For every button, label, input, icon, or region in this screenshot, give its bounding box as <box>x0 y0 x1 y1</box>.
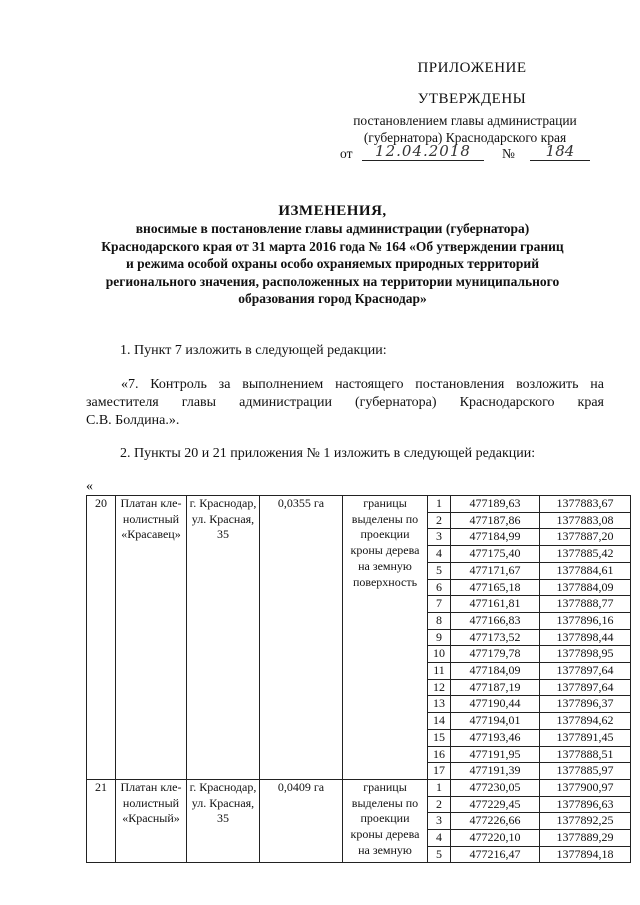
point-index-cell: 8 <box>428 612 451 629</box>
point-index-cell: 5 <box>428 846 451 863</box>
item-2-heading: 2. Пункты 20 и 21 приложения № 1 изложить в следующей редакции: <box>120 446 536 461</box>
object-location-cell-line: г. Краснодар, <box>189 496 257 510</box>
point-y-cell: 1377889,29 <box>540 830 631 847</box>
point-x-cell: 477171,67 <box>451 562 540 579</box>
point-y-cell: 1377897,64 <box>540 663 631 680</box>
handwritten-date: 12.04.2018 <box>362 142 484 161</box>
item-1-text-line: С.В. Болдина.». <box>86 413 180 428</box>
point-index-cell: 2 <box>428 796 451 813</box>
point-x-cell: 477194,01 <box>451 713 540 730</box>
point-x-cell: 477189,63 <box>451 496 540 513</box>
point-x-cell: 477193,46 <box>451 729 540 746</box>
point-x-cell: 477165,18 <box>451 579 540 596</box>
point-index-cell: 10 <box>428 646 451 663</box>
point-y-cell: 1377898,95 <box>540 646 631 663</box>
object-description-cell-line: выделены по <box>351 795 419 810</box>
point-y-cell: 1377896,63 <box>540 796 631 813</box>
point-x-cell: 477191,39 <box>451 763 540 780</box>
approval-header <box>330 60 600 164</box>
point-x-cell: 477226,66 <box>451 813 540 830</box>
object-location-cell <box>187 779 260 863</box>
point-index-cell: 6 <box>428 579 451 596</box>
object-description-cell-line: кроны дерева <box>350 543 420 558</box>
object-location-cell-line: 35 <box>217 527 229 542</box>
point-y-cell: 1377896,16 <box>540 612 631 629</box>
point-y-cell: 1377887,20 <box>540 529 631 546</box>
item-1-heading: 1. Пункт 7 изложить в следующей редакции: <box>120 343 387 358</box>
object-description-cell-line: кроны дерева <box>350 827 420 842</box>
point-index-cell: 4 <box>428 830 451 847</box>
object-description-cell-line: проекции <box>360 811 410 826</box>
title-line: Краснодарского края от 31 марта 2016 года № 164 «Об утверждении границ <box>101 238 564 254</box>
point-index-cell: 11 <box>428 663 451 680</box>
title-line: регионального значения, расположенных на территории муниципального <box>105 273 560 289</box>
point-x-cell: 477220,10 <box>451 830 540 847</box>
object-description-cell <box>343 496 428 780</box>
title-heading: ИЗМЕНЕНИЯ, <box>278 203 387 219</box>
date-number-row <box>340 142 600 164</box>
object-name-cell-line: Платан кле- <box>120 779 182 794</box>
coordinates-table <box>86 495 631 863</box>
point-index-cell: 2 <box>428 512 451 529</box>
point-index-cell: 15 <box>428 729 451 746</box>
object-description-cell <box>343 779 428 863</box>
point-index-cell: 7 <box>428 596 451 613</box>
point-y-cell: 1377888,51 <box>540 746 631 763</box>
point-x-cell: 477161,81 <box>451 596 540 613</box>
object-description-cell-line: границы <box>363 779 407 794</box>
point-x-cell: 477175,40 <box>451 546 540 563</box>
object-name-cell-line: «Красавец» <box>121 527 181 542</box>
date-prefix: от <box>340 146 353 161</box>
point-index-cell: 17 <box>428 763 451 780</box>
object-location-cell-line: ул. Красная, <box>191 511 255 526</box>
title-line: и режима особой охраны особо охраняемых природных территорий <box>126 256 539 271</box>
item-1-text <box>86 376 604 430</box>
point-index-cell: 9 <box>428 629 451 646</box>
object-description-cell-line: границы <box>363 496 407 510</box>
object-description-cell-line: проекции <box>360 527 410 542</box>
point-index-cell: 3 <box>428 529 451 546</box>
appendix-label: ПРИЛОЖЕНИЕ <box>417 60 527 76</box>
point-y-cell: 1377891,45 <box>540 729 631 746</box>
table-row <box>87 779 631 796</box>
table-row <box>87 496 631 513</box>
point-x-cell: 477187,19 <box>451 679 540 696</box>
point-y-cell: 1377897,64 <box>540 679 631 696</box>
point-index-cell: 12 <box>428 679 451 696</box>
object-name-cell-line: нолистный <box>122 795 180 810</box>
point-y-cell: 1377898,44 <box>540 629 631 646</box>
object-name-cell <box>116 496 187 780</box>
point-y-cell: 1377884,61 <box>540 562 631 579</box>
object-description-cell-line: на земную <box>358 842 412 857</box>
point-y-cell: 1377883,67 <box>540 496 631 513</box>
point-y-cell: 1377900,97 <box>540 779 631 796</box>
object-location-cell <box>187 496 260 780</box>
approved-label: УТВЕРЖДЕНЫ <box>417 91 527 107</box>
object-description-cell-line: выделены по <box>351 511 419 526</box>
point-y-cell: 1377896,37 <box>540 696 631 713</box>
object-location-cell-line: г. Краснодар, <box>189 779 257 794</box>
document-title <box>60 203 605 308</box>
number-sign: № <box>502 146 515 161</box>
point-y-cell: 1377883,08 <box>540 512 631 529</box>
point-x-cell: 477184,99 <box>451 529 540 546</box>
object-number-cell: 21 <box>87 779 116 863</box>
point-x-cell: 477230,05 <box>451 779 540 796</box>
point-index-cell: 13 <box>428 696 451 713</box>
item-1-text-line: заместителя главы администрации (губернатора) Краснодарского края <box>86 395 604 410</box>
point-index-cell: 3 <box>428 813 451 830</box>
object-name-cell-line: Платан кле- <box>120 496 182 510</box>
point-index-cell: 16 <box>428 746 451 763</box>
object-name-cell-line: «Красный» <box>122 811 180 826</box>
handwritten-number: 184 <box>530 142 590 161</box>
point-x-cell: 477216,47 <box>451 846 540 863</box>
point-y-cell: 1377892,25 <box>540 813 631 830</box>
point-x-cell: 477184,09 <box>451 663 540 680</box>
point-x-cell: 477166,83 <box>451 612 540 629</box>
point-index-cell: 1 <box>428 779 451 796</box>
point-y-cell: 1377884,09 <box>540 579 631 596</box>
point-index-cell: 5 <box>428 562 451 579</box>
point-index-cell: 4 <box>428 546 451 563</box>
point-index-cell: 14 <box>428 713 451 730</box>
point-y-cell: 1377894,18 <box>540 846 631 863</box>
approval-line-1: постановлением главы администрации <box>353 113 577 128</box>
point-x-cell: 477187,86 <box>451 512 540 529</box>
item-1-text-line: «7. Контроль за выполнением настоящего постановления возложить на <box>121 377 604 392</box>
point-x-cell: 477191,95 <box>451 746 540 763</box>
title-line: образования город Краснодар» <box>238 291 427 306</box>
approval-line-2: (губернатора) Краснодарского края <box>363 130 567 145</box>
object-description-cell-line: на земную <box>358 558 412 573</box>
point-x-cell: 477190,44 <box>451 696 540 713</box>
point-y-cell: 1377888,77 <box>540 596 631 613</box>
point-y-cell: 1377885,42 <box>540 546 631 563</box>
object-name-cell-line: нолистный <box>122 511 180 526</box>
object-number-cell: 20 <box>87 496 116 780</box>
point-x-cell: 477173,52 <box>451 629 540 646</box>
object-area-cell: 0,0355 га <box>260 496 343 780</box>
point-y-cell: 1377885,97 <box>540 763 631 780</box>
title-line: вносимые в постановление главы администрации (губернатора) <box>135 221 530 236</box>
object-area-cell: 0,0409 га <box>260 779 343 863</box>
object-location-cell-line: 35 <box>217 811 229 826</box>
object-description-cell-line: поверхность <box>352 574 418 589</box>
point-index-cell: 1 <box>428 496 451 513</box>
point-x-cell: 477229,45 <box>451 796 540 813</box>
opening-quote: « <box>86 479 93 494</box>
point-x-cell: 477179,78 <box>451 646 540 663</box>
object-name-cell <box>116 779 187 863</box>
point-y-cell: 1377894,62 <box>540 713 631 730</box>
object-location-cell-line: ул. Красная, <box>191 795 255 810</box>
